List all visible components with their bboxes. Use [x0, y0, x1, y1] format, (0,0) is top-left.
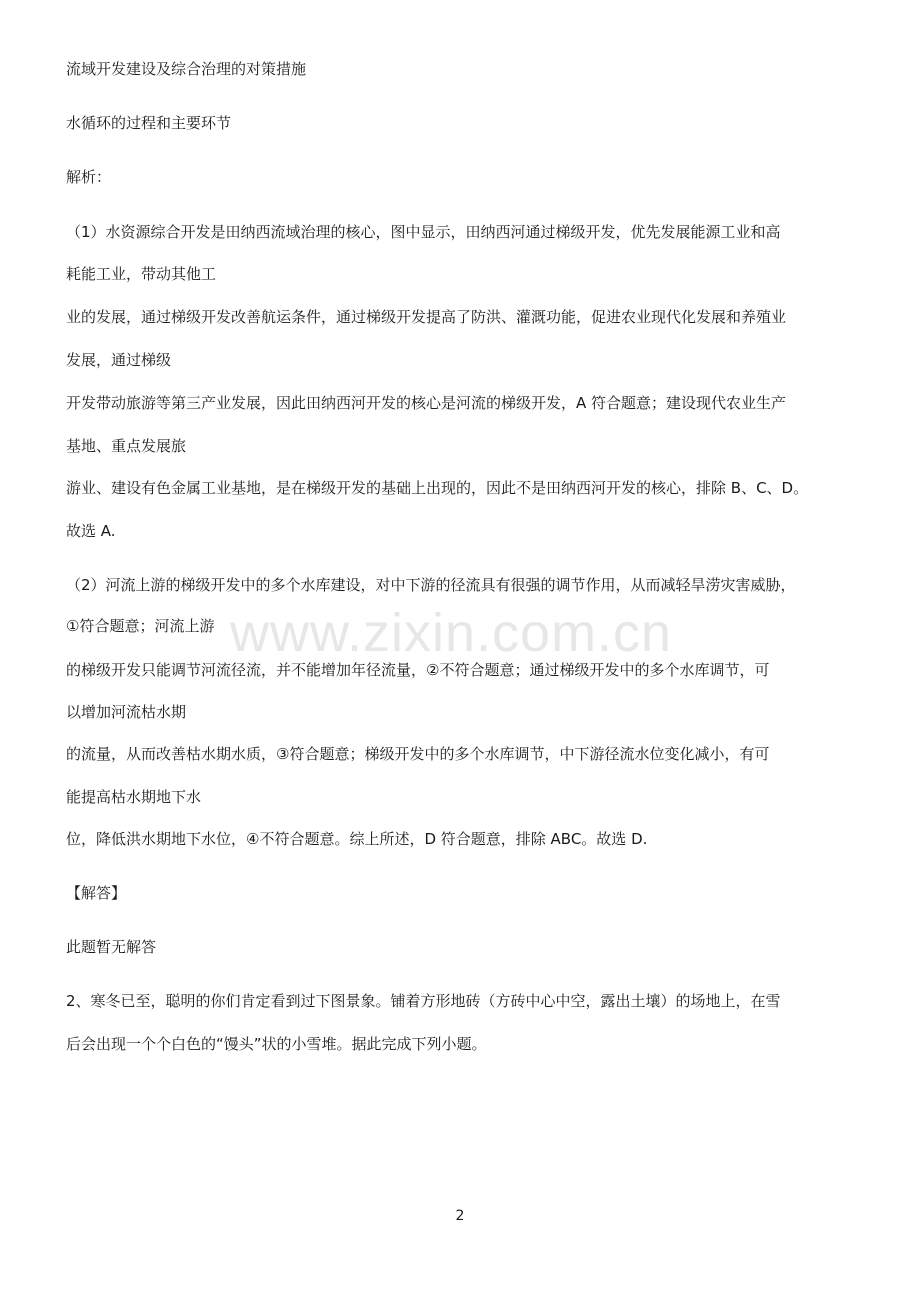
text-line: 游业、建设有色金属工业基地，是在梯级开发的基础上出现的，因此不是田纳西河开发的核心，排除 B、C、D。: [66, 479, 809, 497]
section-heading: 【解答】: [66, 884, 127, 902]
text-line: 流域开发建设及综合治理的对策措施: [66, 60, 307, 78]
text-line: 水循环的过程和主要环节: [66, 114, 232, 132]
text-line: 的梯级开发只能调节河流径流，并不能增加年径流量，②不符合题意；通过梯级开发中的多个水库调节，可: [66, 661, 770, 679]
text-line: 能提高枯水期地下水: [66, 788, 202, 806]
text-line: 的流量，从而改善枯水期水质，③符合题意；梯级开发中的多个水库调节，中下游径流水位变化减小，有可: [66, 745, 770, 763]
text-line: ①符合题意；河流上游: [66, 617, 215, 635]
text-line: 解析：: [66, 168, 112, 186]
text-line: （2）河流上游的梯级开发中的多个水库建设，对中下游的径流具有很强的调节作用，从而减轻旱涝灾害威胁，: [66, 576, 796, 594]
text-line: 位，降低洪水期地下水位，④不符合题意。综上所述，D 符合题意，排除 ABC。故选 D.: [66, 830, 648, 848]
text-line: 耗能工业，带动其他工: [66, 265, 217, 283]
text-line: 故选 A.: [66, 522, 116, 540]
page-number: 2: [455, 1208, 465, 1224]
text-line: 发展，通过梯级: [66, 351, 172, 369]
text-line: （1）水资源综合开发是田纳西流域治理的核心，图中显示，田纳西河通过梯级开发，优先发展能源工业和高: [66, 223, 781, 241]
text-line: 此题暂无解答: [66, 938, 157, 956]
question-text: 后会出现一个个白色的“馒头”状的小雪堆。据此完成下列小题。: [66, 1035, 487, 1053]
watermark: www.zixin.com.cn: [230, 603, 673, 663]
text-line: 以增加河流枯水期: [66, 703, 187, 721]
text-line: 基地、重点发展旅: [66, 437, 187, 455]
text-line: 开发带动旅游等第三产业发展，因此田纳西河开发的核心是河流的梯级开发，A 符合题意；建设现代农业生产: [66, 394, 787, 412]
text-line: 业的发展，通过梯级开发改善航运条件，通过梯级开发提高了防洪、灌溉功能，促进农业现代化发展和养殖业: [66, 308, 787, 326]
question-text: 2、寒冬已至，聪明的你们肯定看到过下图景象。铺着方形地砖（方砖中心中空，露出土壤）的场地上，在雪: [66, 992, 781, 1010]
